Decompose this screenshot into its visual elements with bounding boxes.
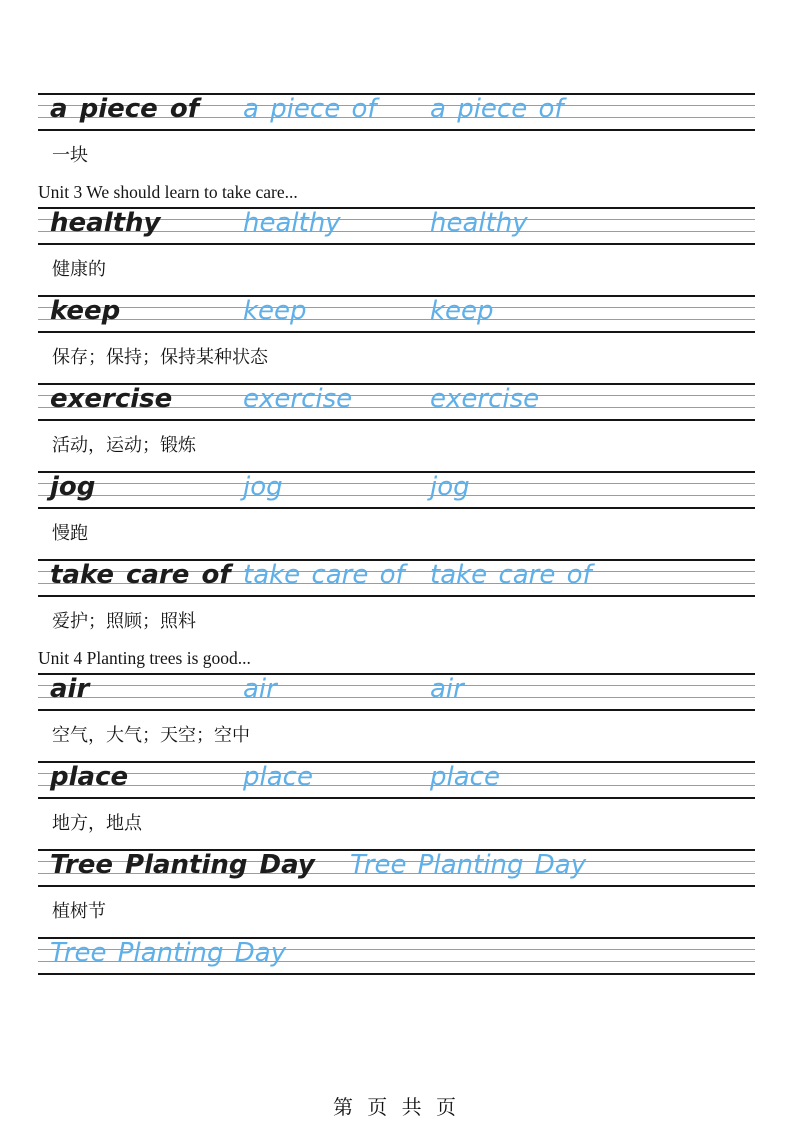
chinese-gloss: 地方，地点	[52, 813, 142, 834]
chinese-gloss: 保存；保持；保持某种状态	[52, 347, 268, 368]
chinese-gloss: 空气，大气；天空；空中	[52, 725, 250, 746]
handwriting-guide-row	[38, 849, 755, 887]
chinese-gloss: 活动，运动；锻炼	[52, 435, 196, 456]
trace-copy-1: place	[243, 762, 313, 792]
vocab-word: Tree Planting Day	[50, 850, 315, 880]
chinese-gloss: 一块	[52, 145, 88, 166]
unit-header: Unit 3 We should learn to take care...	[38, 182, 298, 202]
handwriting-guide-row	[38, 761, 755, 799]
trace-copy-2: take care of	[430, 560, 592, 590]
trace-copy-2: a piece of	[430, 94, 564, 124]
trace-copy-1: exercise	[243, 384, 353, 414]
row-text	[50, 468, 755, 506]
vocab-word: jog	[50, 472, 96, 502]
trace-copy-2: air	[430, 674, 464, 704]
handwriting-guide-row	[38, 673, 755, 711]
row-text	[50, 556, 755, 594]
trace-copy-1: take care of	[243, 560, 405, 590]
trace-copy-1: jog	[243, 472, 283, 502]
handwriting-guide-row	[38, 93, 755, 131]
vocab-word: keep	[50, 296, 121, 326]
row-text	[50, 292, 755, 330]
trace-copy-1: a piece of	[243, 94, 377, 124]
vocab-word: air	[50, 674, 90, 704]
chinese-gloss: 健康的	[52, 259, 106, 280]
handwriting-guide-row	[38, 207, 755, 245]
row-text	[50, 670, 755, 708]
vocab-word: exercise	[50, 384, 173, 414]
row-text	[50, 380, 755, 418]
row-text	[50, 90, 755, 128]
trace-copy-2: keep	[430, 296, 494, 326]
row-text	[50, 204, 755, 242]
chinese-gloss: 爱护；照顾；照料	[52, 611, 196, 632]
trace-copy-1: keep	[243, 296, 307, 326]
vocab-word: take care of	[50, 560, 231, 590]
trace-copy-1: Tree Planting Day	[50, 938, 287, 968]
trace-copy-2: jog	[430, 472, 470, 502]
vocab-word: place	[50, 762, 129, 792]
handwriting-guide-row	[38, 937, 755, 975]
trace-copy-1: healthy	[243, 208, 341, 238]
trace-copy-1: Tree Planting Day	[350, 850, 587, 880]
handwriting-guide-row	[38, 471, 755, 509]
trace-copy-2: exercise	[430, 384, 540, 414]
trace-copy-2: healthy	[430, 208, 528, 238]
chinese-gloss: 植树节	[52, 901, 106, 922]
row-text	[50, 758, 755, 796]
page-footer-label: 第 页 共 页	[332, 1095, 461, 1119]
handwriting-guide-row	[38, 383, 755, 421]
row-text	[50, 934, 755, 972]
vocab-word: a piece of	[50, 94, 200, 124]
vocab-word: healthy	[50, 208, 161, 238]
chinese-gloss: 慢跑	[52, 523, 88, 544]
unit-header: Unit 4 Planting trees is good...	[38, 648, 251, 668]
handwriting-guide-row	[38, 559, 755, 597]
trace-copy-1: air	[243, 674, 277, 704]
row-text	[50, 846, 755, 884]
trace-copy-2: place	[430, 762, 500, 792]
handwriting-guide-row	[38, 295, 755, 333]
